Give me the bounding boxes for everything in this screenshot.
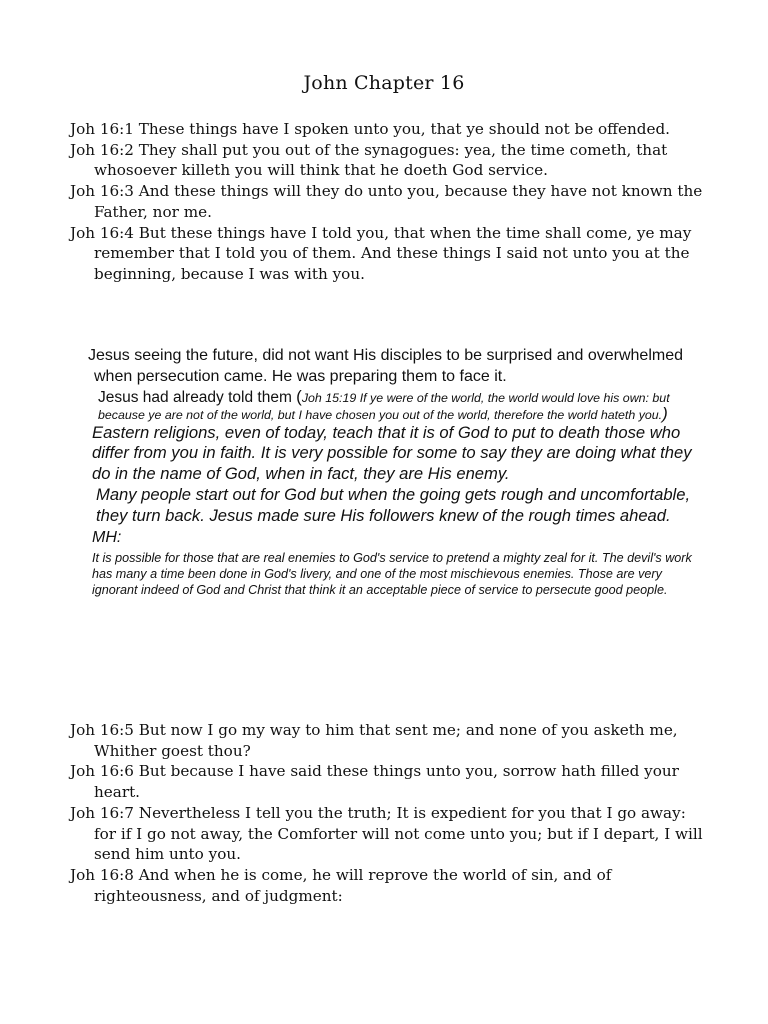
commentary-many-people: Many people start out for God but when the going gets rough and uncomfortable, they turn back. Jesus made sure His followers knew of the rough times ahead. xyxy=(96,484,691,525)
cross-reference-open-paren: ( xyxy=(296,386,302,406)
verse-16-6: Joh 16:6 But because I have said these things unto you, sorrow hath filled your heart. xyxy=(70,762,679,802)
verse-16-5: Joh 16:5 But now I go my way to him that sent me; and none of you asketh me, Whither goest thou? xyxy=(70,721,678,760)
verses-part-1 xyxy=(70,119,710,285)
commentary-mh-text: It is possible for those that are real enemies to God's service to pretend a mighty zeal for it. The devil's work has many a time been done in God's livery, and one of the most mischievous enemies. Those are very ignorant indeed of God and Christ that think it an acceptable piece of service to persecute good people. xyxy=(92,550,692,597)
commentary-eastern-religions: Eastern religions, even of today, teach that it is of God to put to death those who differ from you in faith. It is very possible for some to say they are doing what they do in the name of God, when in fact, they are His enemy. xyxy=(92,422,692,484)
page-title: John Chapter 16 xyxy=(303,72,465,94)
verse-16-2: Joh 16:2 They shall put you out of the synagogues: yea, the time cometh, that whosoever killeth you will think that he doeth God service. xyxy=(70,140,668,180)
verse-16-3: Joh 16:3 And these things will they do unto you, because they have not known the Father, nor me. xyxy=(70,182,703,221)
commentary xyxy=(88,346,708,598)
commentary-mh-label: MH: xyxy=(92,528,122,546)
verse-16-1: Joh 16:1 These things have I spoken unto you, that ye should not be offended. xyxy=(70,120,670,138)
commentary-cross-reference xyxy=(88,386,708,423)
verses-part-2 xyxy=(70,720,710,906)
cross-reference-lead: Jesus had already told them xyxy=(98,388,297,406)
commentary-intro: Jesus seeing the future, did not want His disciples to be surprised and overwhelmed when persecution came. He was preparing them to face it. xyxy=(88,347,683,385)
verse-16-8: Joh 16:8 And when he is come, he will reprove the world of sin, and of righteousness, and of judgment: xyxy=(70,865,612,905)
verse-16-7: Joh 16:7 Nevertheless I tell you the truth; It is expedient for you that I go away: for if I go not away, the Comforter will not come unto you; but if I depart, I will send him unto you. xyxy=(70,803,703,864)
verse-16-4: Joh 16:4 But these things have I told you, that when the time shall come, ye may remember that I told you of them. And these things I said not unto you at the beginning, because I was with you. xyxy=(70,223,692,283)
cross-reference-close-paren: ) xyxy=(662,403,668,423)
cross-reference-text: Joh 15:19 If ye were of the world, the world would love his own: but because ye are not of the world, but I have chosen you out of the world, therefore the world hateth you. xyxy=(98,390,670,422)
